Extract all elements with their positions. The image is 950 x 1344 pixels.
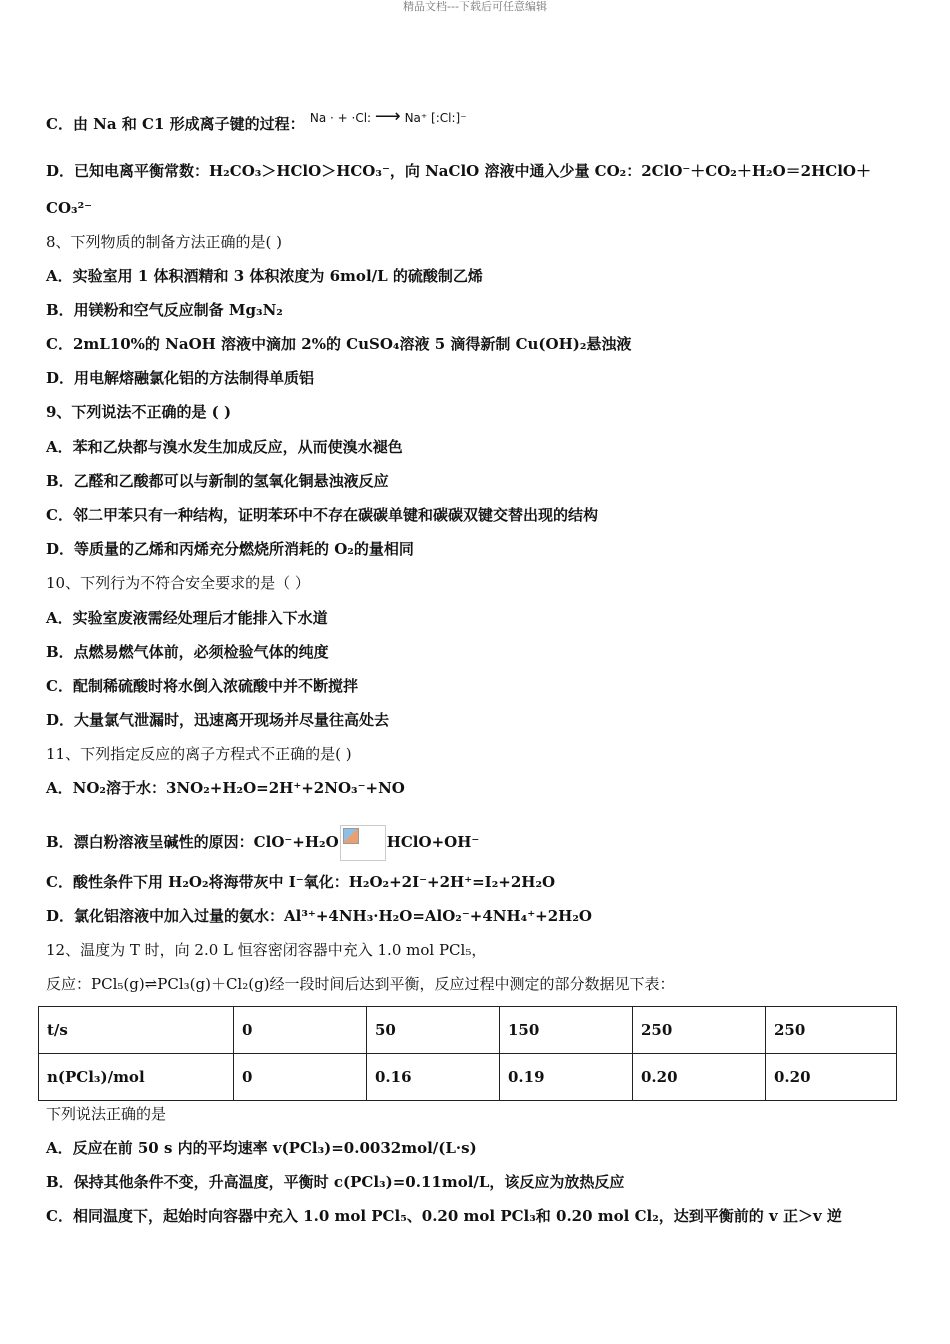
option-d-q7-line2: CO₃²⁻ bbox=[46, 199, 93, 217]
electron-dot-equation bbox=[310, 107, 467, 128]
page-header: 精品文档---下载后可任意编辑 bbox=[403, 0, 547, 13]
q11-option-a: A．NO₂溶于水：3NO₂+H₂O=2H⁺+2NO₃⁻+NO bbox=[46, 779, 405, 797]
q10-option-a: A．实验室废液需经处理后才能排入下水道 bbox=[46, 609, 328, 627]
question-11: 11、下列指定反应的离子方程式不正确的是( ) bbox=[46, 745, 352, 763]
q11b-right: HClO+OH⁻ bbox=[386, 833, 480, 851]
question-10: 10、下列行为不符合安全要求的是（ ） bbox=[46, 574, 310, 592]
q11-option-d: D．氯化铝溶液中加入过量的氨水：Al³⁺+4NH₃·H₂O=AlO₂⁻+4NH₄⁺+2H₂O bbox=[46, 907, 592, 925]
table-cell: 0.19 bbox=[500, 1054, 633, 1101]
q9-option-a: A．苯和乙炔都与溴水发生加成反应，从而使溴水褪色 bbox=[46, 438, 403, 456]
question-9: 9、下列说法不正确的是 ( ) bbox=[46, 403, 232, 421]
q10-option-b: B．点燃易燃气体前，必须检验气体的纯度 bbox=[46, 643, 329, 661]
data-table bbox=[38, 1006, 897, 1101]
q12-option-c: C．相同温度下，起始时向容器中充入 1.0 mol PCl₅、0.20 mol PCl₃和 0.20 mol Cl₂，达到平衡前的 v 正＞v 逆 bbox=[46, 1207, 842, 1225]
q11-option-b bbox=[46, 825, 479, 861]
broken-image-icon bbox=[340, 825, 386, 861]
option-text: C．由 Na 和 C1 形成离子键的过程： bbox=[46, 115, 305, 133]
eq-right: Na⁺ [:Cl:]⁻ bbox=[404, 110, 467, 125]
table-cell: 0.20 bbox=[766, 1054, 897, 1101]
q9-option-b: B．乙醛和乙酸都可以与新制的氢氧化铜悬浊液反应 bbox=[46, 472, 389, 490]
option-c-q7 bbox=[46, 105, 467, 136]
table-cell: 250 bbox=[766, 1007, 897, 1054]
table-cell: 50 bbox=[367, 1007, 500, 1054]
question-8: 8、下列物质的制备方法正确的是( ) bbox=[46, 233, 283, 251]
table-cell: 0.16 bbox=[367, 1054, 500, 1101]
q12-option-b: B．保持其他条件不变，升高温度，平衡时 c(PCl₃)=0.11mol/L，该反应为放热反应 bbox=[46, 1173, 625, 1191]
table-row bbox=[39, 1054, 897, 1101]
q8-option-b: B．用镁粉和空气反应制备 Mg₃N₂ bbox=[46, 301, 283, 319]
eq-arrow: ⟶ bbox=[374, 105, 401, 127]
table-cell: n(PCl₃)/mol bbox=[39, 1054, 234, 1101]
question-12-prompt: 下列说法正确的是 bbox=[46, 1105, 167, 1123]
q11-option-c: C．酸性条件下用 H₂O₂将海带灰中 I⁻氧化：H₂O₂+2I⁻+2H⁺=I₂+2H₂O bbox=[46, 873, 556, 891]
table-cell: 0 bbox=[234, 1007, 367, 1054]
table-cell: 0.20 bbox=[633, 1054, 766, 1101]
table-row bbox=[39, 1007, 897, 1054]
eq-left: Na · + ·Cl: bbox=[309, 110, 372, 125]
table-cell: 250 bbox=[633, 1007, 766, 1054]
q10-option-d: D．大量氯气泄漏时，迅速离开现场并尽量往高处去 bbox=[46, 711, 390, 729]
question-12-reaction: 反应：PCl₅(g)⇌PCl₃(g)＋Cl₂(g)经一段时间后达到平衡，反应过程中测定的部分数据见下表： bbox=[46, 975, 675, 993]
q8-option-c: C．2mL10%的 NaOH 溶液中滴加 2%的 CuSO₄溶液 5 滴得新制 Cu(OH)₂悬浊液 bbox=[46, 335, 632, 353]
q12-option-a: A．反应在前 50 s 内的平均速率 v(PCl₃)=0.0032mol/(L·s) bbox=[46, 1139, 477, 1157]
option-d-q7-line1: D．已知电离平衡常数：H₂CO₃＞HClO＞HCO₃⁻，向 NaClO 溶液中通入少量 CO₂：2ClO⁻＋CO₂＋H₂O＝2HClO＋ bbox=[46, 162, 871, 180]
q10-option-c: C．配制稀硫酸时将水倒入浓硫酸中并不断搅拌 bbox=[46, 677, 358, 695]
table-cell: 0 bbox=[234, 1054, 367, 1101]
image-placeholder-icon bbox=[343, 828, 359, 844]
q11b-left: B．漂白粉溶液呈碱性的原因：ClO⁻+H₂O bbox=[46, 833, 339, 851]
q8-option-a: A．实验室用 1 体积酒精和 3 体积浓度为 6mol/L 的硫酸制乙烯 bbox=[46, 267, 483, 285]
table-cell: 150 bbox=[500, 1007, 633, 1054]
q8-option-d: D．用电解熔融氯化铝的方法制得单质铝 bbox=[46, 369, 315, 387]
q9-option-d: D．等质量的乙烯和丙烯充分燃烧所消耗的 O₂的量相同 bbox=[46, 540, 414, 558]
question-12: 12、温度为 T 时，向 2.0 L 恒容密闭容器中充入 1.0 mol PCl₅， bbox=[46, 941, 487, 959]
q9-option-c: C．邻二甲苯只有一种结构，证明苯环中不存在碳碳单键和碳碳双键交替出现的结构 bbox=[46, 506, 598, 524]
table-cell: t/s bbox=[39, 1007, 234, 1054]
